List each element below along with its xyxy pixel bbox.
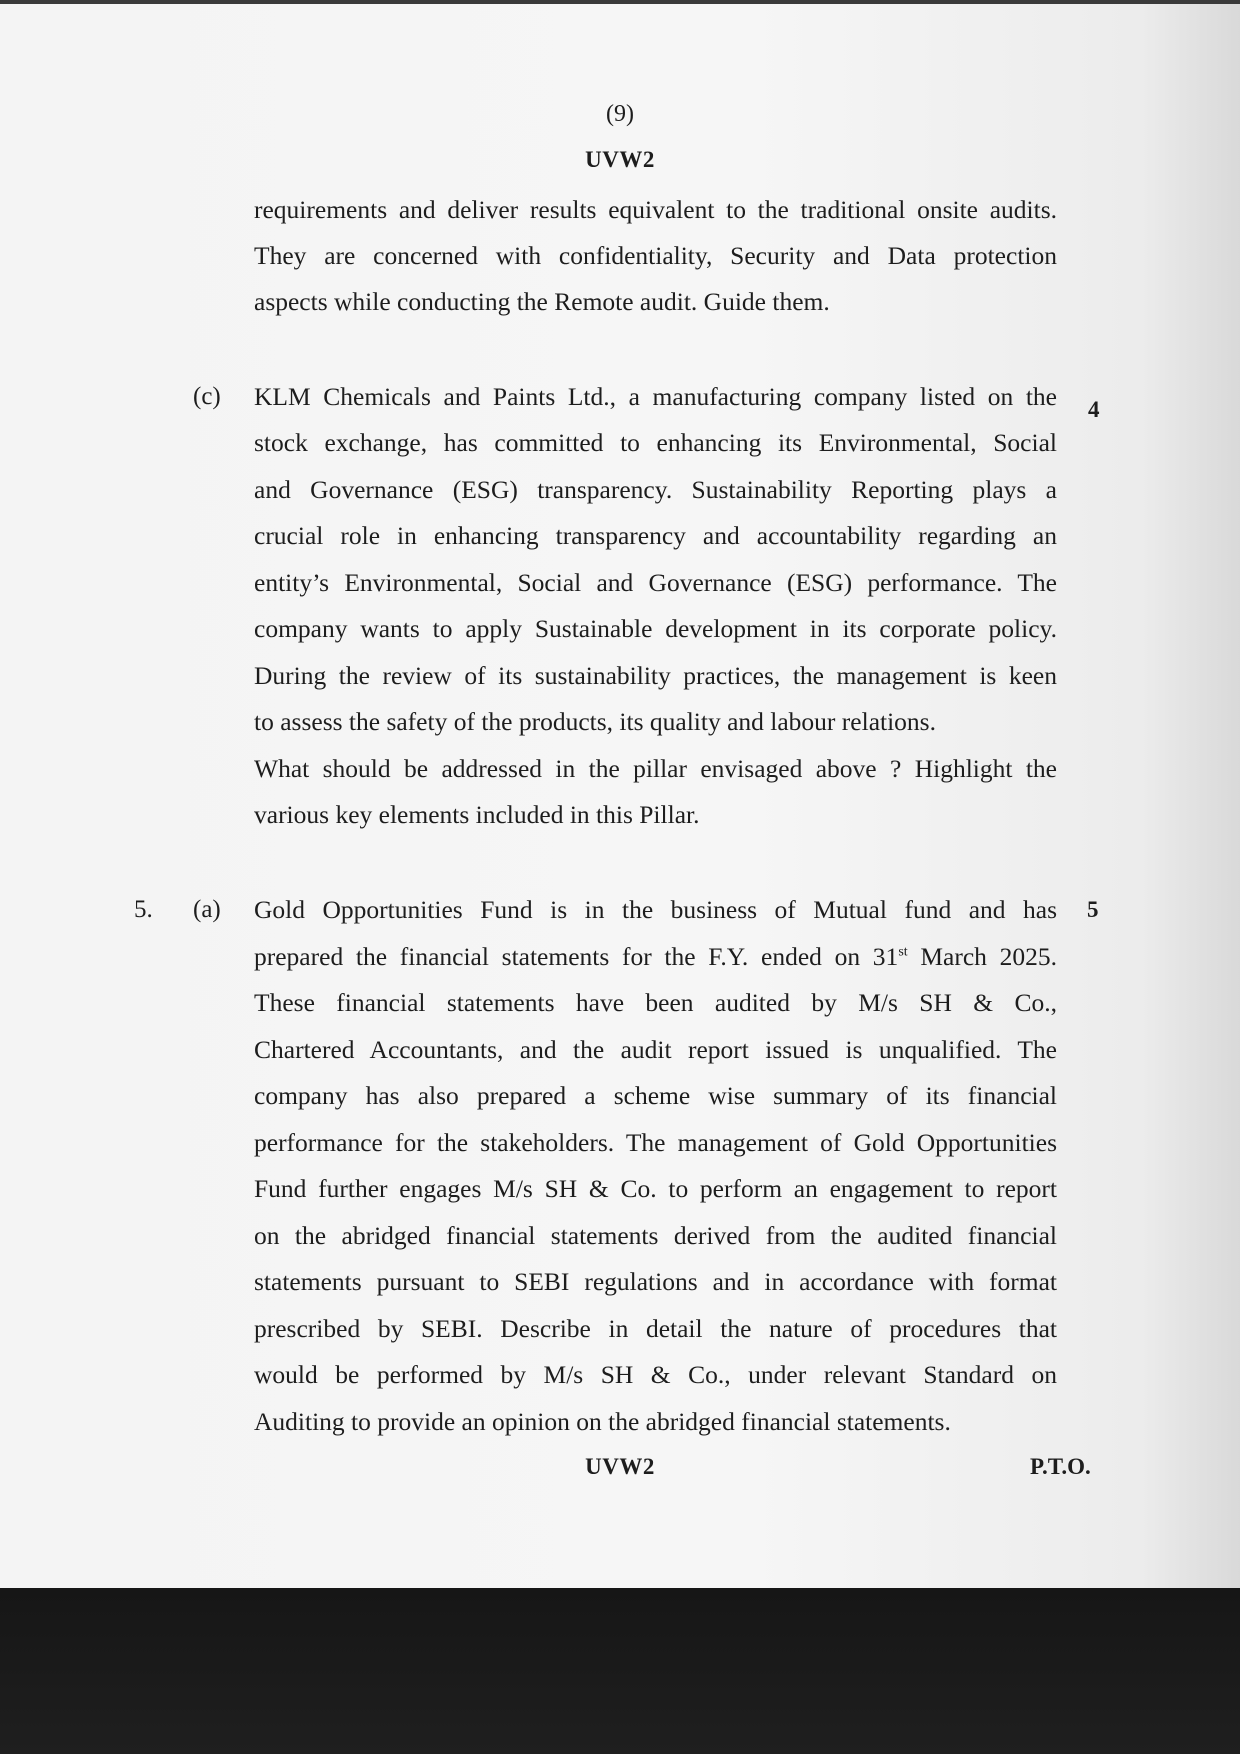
line-text: March 2025. [907, 942, 1057, 971]
continuation-line: aspects while conducting the Remote audit. Guide them. [254, 287, 830, 316]
question-line: performance for the stakeholders. The management of Gold Opportunities [254, 1128, 1057, 1157]
continuation-line: requirements and deliver results equivalent to the traditional onsite audits. [254, 195, 1057, 224]
question-line: to assess the safety of the products, its quality and labour relations. [254, 707, 936, 736]
line-text: prepared the financial statements for the F.Y. ended on 31 [254, 942, 899, 971]
question-line: company wants to apply Sustainable development in its corporate policy. [254, 614, 1057, 643]
continuation-line: They are concerned with confidentiality, Security and Data protection [254, 241, 1057, 270]
question-marks: 4 [1088, 397, 1100, 422]
please-turn-over: P.T.O. [1030, 1454, 1091, 1479]
question-line: Chartered Accountants, and the audit report issued is unqualified. The [254, 1035, 1057, 1064]
question-line: Auditing to provide an opinion on the abridged financial statements. [254, 1407, 951, 1436]
question-line: would be performed by M/s SH & Co., under relevant Standard on [254, 1360, 1057, 1389]
scan-background [0, 1588, 1240, 1754]
paper-code-footer: UVW2 [585, 1454, 655, 1479]
question-line: crucial role in enhancing transparency and accountability regarding an [254, 521, 1057, 550]
question-line: company has also prepared a scheme wise summary of its financial [254, 1081, 1057, 1110]
question-label: (a) [193, 896, 221, 923]
question-line: prescribed by SEBI. Describe in detail the nature of procedures that [254, 1314, 1057, 1343]
question-line: various key elements included in this Pillar. [254, 800, 700, 829]
question-number: 5. [134, 896, 153, 923]
page-number: (9) [606, 101, 634, 127]
question-line: entity’s Environmental, Social and Governance (ESG) performance. The [254, 568, 1057, 597]
question-line: on the abridged financial statements derived from the audited financial [254, 1221, 1057, 1250]
ordinal-suffix: st [898, 944, 908, 960]
question-line: Gold Opportunities Fund is in the business of Mutual fund and has [254, 895, 1057, 924]
question-line: stock exchange, has committed to enhancing its Environmental, Social [254, 428, 1057, 457]
question-line: KLM Chemicals and Paints Ltd., a manufacturing company listed on the [254, 382, 1057, 411]
paper-code-header: UVW2 [585, 147, 655, 172]
question-line: These financial statements have been audited by M/s SH & Co., [254, 988, 1057, 1017]
question-marks: 5 [1087, 897, 1099, 922]
question-line: What should be addressed in the pillar envisaged above ? Highlight the [254, 754, 1057, 783]
question-line: and Governance (ESG) transparency. Sustainability Reporting plays a [254, 475, 1057, 504]
question-line-with-date [254, 942, 1057, 972]
question-line: statements pursuant to SEBI regulations and in accordance with format [254, 1267, 1057, 1296]
question-line: Fund further engages M/s SH & Co. to perform an engagement to report [254, 1174, 1057, 1203]
question-line: During the review of its sustainability practices, the management is keen [254, 661, 1057, 690]
question-label: (c) [193, 383, 221, 410]
